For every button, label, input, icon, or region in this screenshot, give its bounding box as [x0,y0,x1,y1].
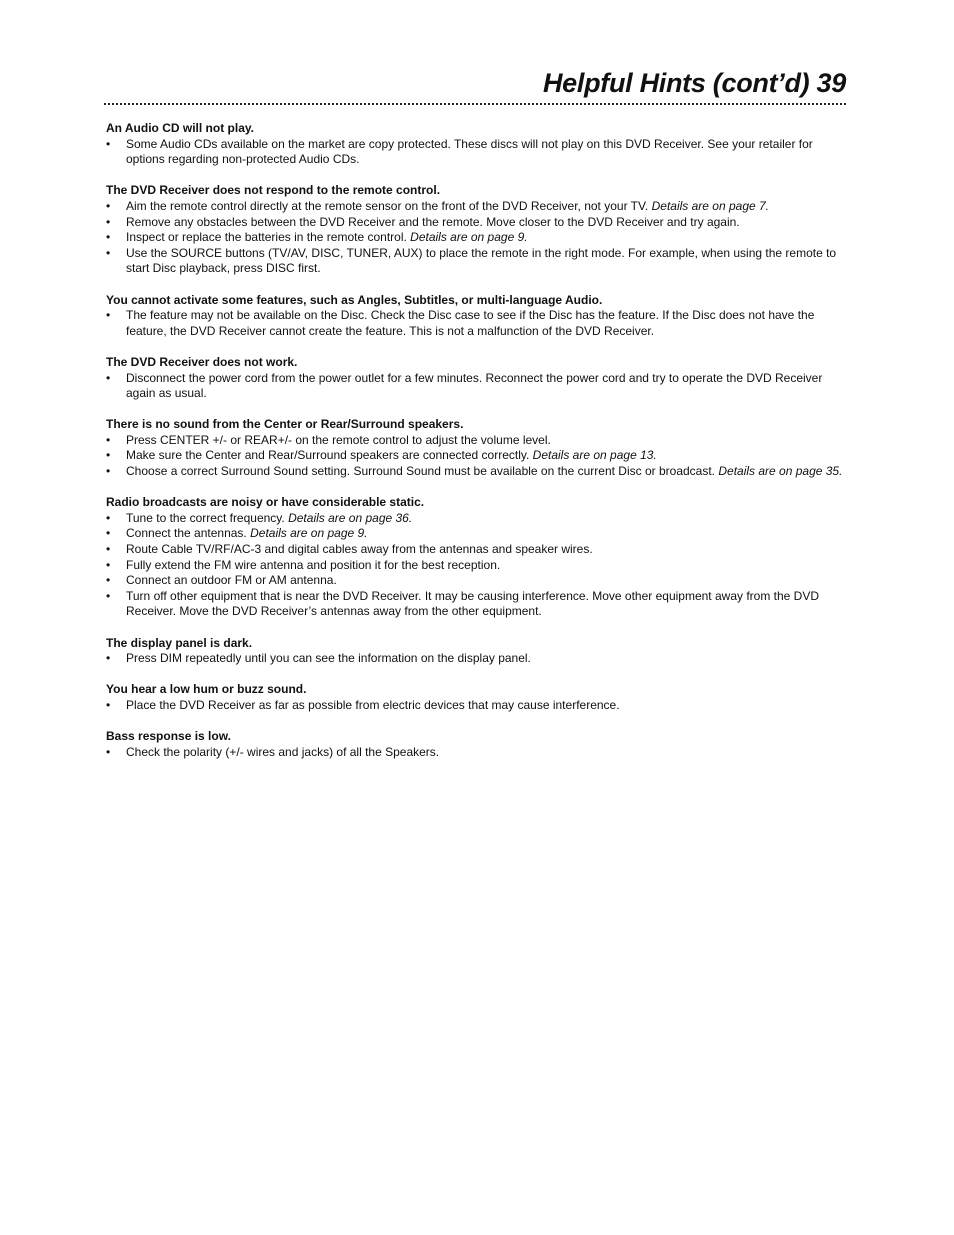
solution-text: Fully extend the FM wire antenna and position it for the best reception. [126,557,501,572]
solution-list [106,137,846,168]
page-reference: Details are on page 9. [250,526,368,541]
problem-heading: Bass response is low. [106,729,231,744]
solution-item [106,698,846,714]
solution-item [106,137,846,168]
solution-item [106,558,846,574]
problem-heading: There is no sound from the Center or Rear/Surround speakers. [106,417,464,432]
problem-heading: Radio broadcasts are noisy or have considerable static. [106,495,425,510]
bullet-icon: • [106,136,111,151]
hint-section [106,729,846,760]
solution-text: Aim the remote control directly at the remote sensor on the front of the DVD Receiver, not your TV. [126,198,649,213]
hints-content [106,121,846,776]
solution-item [106,464,846,480]
solution-item [106,433,846,449]
solution-item [106,526,846,542]
bullet-icon: • [106,308,111,323]
solution-item [106,230,846,246]
page-reference: Details are on page 36. [288,510,413,525]
hint-section [106,183,846,277]
solution-list [106,745,846,761]
solution-text: Press DIM repeatedly until you can see the information on the display panel. [126,651,531,666]
solution-text: Route Cable TV/RF/AC-3 and digital cables away from the antennas and speaker wires. [126,542,593,557]
solution-list [106,199,846,277]
problem-heading: An Audio CD will not play. [106,121,254,135]
bullet-icon: • [106,230,111,245]
solution-text: Remove any obstacles between the DVD Receiver and the remote. Move closer to the DVD Receiver and try again. [126,214,740,229]
bullet-icon: • [106,542,111,557]
solution-text: Inspect or replace the batteries in the remote control. [126,230,407,245]
problem-heading: The DVD Receiver does not work. [106,354,298,369]
solution-text: Make sure the Center and Rear/Surround speakers are connected correctly. [126,448,530,463]
problem-heading: You hear a low hum or buzz sound. [106,682,307,697]
solution-text: Some Audio CDs available on the market are copy protected. These discs will not play on this DVD Receiver. See your retailer for options regarding non-protected Audio CDs. [126,136,813,167]
bullet-icon: • [106,526,111,541]
bullet-icon: • [106,557,111,572]
solution-list [106,698,846,714]
dotted-divider [104,103,846,105]
solution-text: Choose a correct Surround Sound setting. Surround Sound must be available on the current Disc or broadcast. [126,464,716,479]
solution-item [106,573,846,589]
hint-section [106,636,846,667]
solution-item [106,651,846,667]
solution-item [106,448,846,464]
solution-item [106,215,846,231]
solution-item [106,308,846,339]
page-reference: Details are on page 7. [651,198,770,213]
bullet-icon: • [106,588,111,603]
hint-section [106,495,846,620]
bullet-icon: • [106,432,111,447]
solution-item [106,246,846,277]
hint-section [106,417,846,479]
bullet-icon: • [106,245,111,260]
solution-text: The feature may not be available on the Disc. Check the Disc case to see if the Disc has the feature. If the Disc does not have the feature, the DVD Receiver cannot create the feature. This is not a malfunction of the DVD Receiver. [126,308,815,338]
hint-section [106,355,846,402]
bullet-icon: • [106,448,111,463]
bullet-icon: • [106,697,111,712]
page-reference: Details are on page 35. [718,464,843,479]
bullet-icon: • [106,370,111,385]
solution-text: Connect the antennas. [126,526,247,541]
solution-item [106,199,846,215]
problem-heading: The display panel is dark. [106,635,253,650]
bullet-icon: • [106,573,111,588]
solution-text: Place the DVD Receiver as far as possible from electric devices that may cause interference. [126,697,620,712]
solution-item [106,511,846,527]
bullet-icon: • [106,214,111,229]
solution-list [106,433,846,480]
solution-item [106,745,846,761]
solution-text: Use the SOURCE buttons (TV/AV, DISC, TUNER, AUX) to place the remote in the right mode. For example, when using the remote to start Disc playback, press DISC first. [126,245,837,276]
solution-item [106,542,846,558]
page-reference: Details are on page 9. [410,230,528,245]
solution-list [106,371,846,402]
problem-heading: You cannot activate some features, such as Angles, Subtitles, or multi-language Audio. [106,292,603,307]
bullet-icon: • [106,510,111,525]
solution-text: Disconnect the power cord from the power outlet for a few minutes. Reconnect the power cord and try to operate the DVD Receiver again as usual. [126,370,823,401]
hint-section [106,682,846,713]
solution-list [106,308,846,339]
solution-list [106,651,846,667]
bullet-icon: • [106,744,111,759]
solution-list [106,511,846,620]
hint-section [106,293,846,340]
solution-item [106,589,846,620]
page-reference: Details are on page 13. [532,448,657,463]
solution-text: Press CENTER +/- or REAR+/- on the remote control to adjust the volume level. [126,432,551,447]
page-title: Helpful Hints (cont’d) 39 [542,68,846,98]
solution-text: Check the polarity (+/- wires and jacks) of all the Speakers. [126,744,440,759]
solution-text: Turn off other equipment that is near the DVD Receiver. It may be causing interference. Move other equipment away from the DVD Receiver. Move the DVD Receiver’s antennas away from the other equipment. [126,588,820,619]
problem-heading: The DVD Receiver does not respond to the remote control. [106,183,441,198]
bullet-icon: • [106,651,111,666]
hint-section [106,121,846,168]
solution-item [106,371,846,402]
bullet-icon: • [106,198,111,213]
solution-text: Connect an outdoor FM or AM antenna. [126,573,337,588]
bullet-icon: • [106,464,111,479]
page-header [104,66,846,106]
solution-text: Tune to the correct frequency. [126,510,285,525]
